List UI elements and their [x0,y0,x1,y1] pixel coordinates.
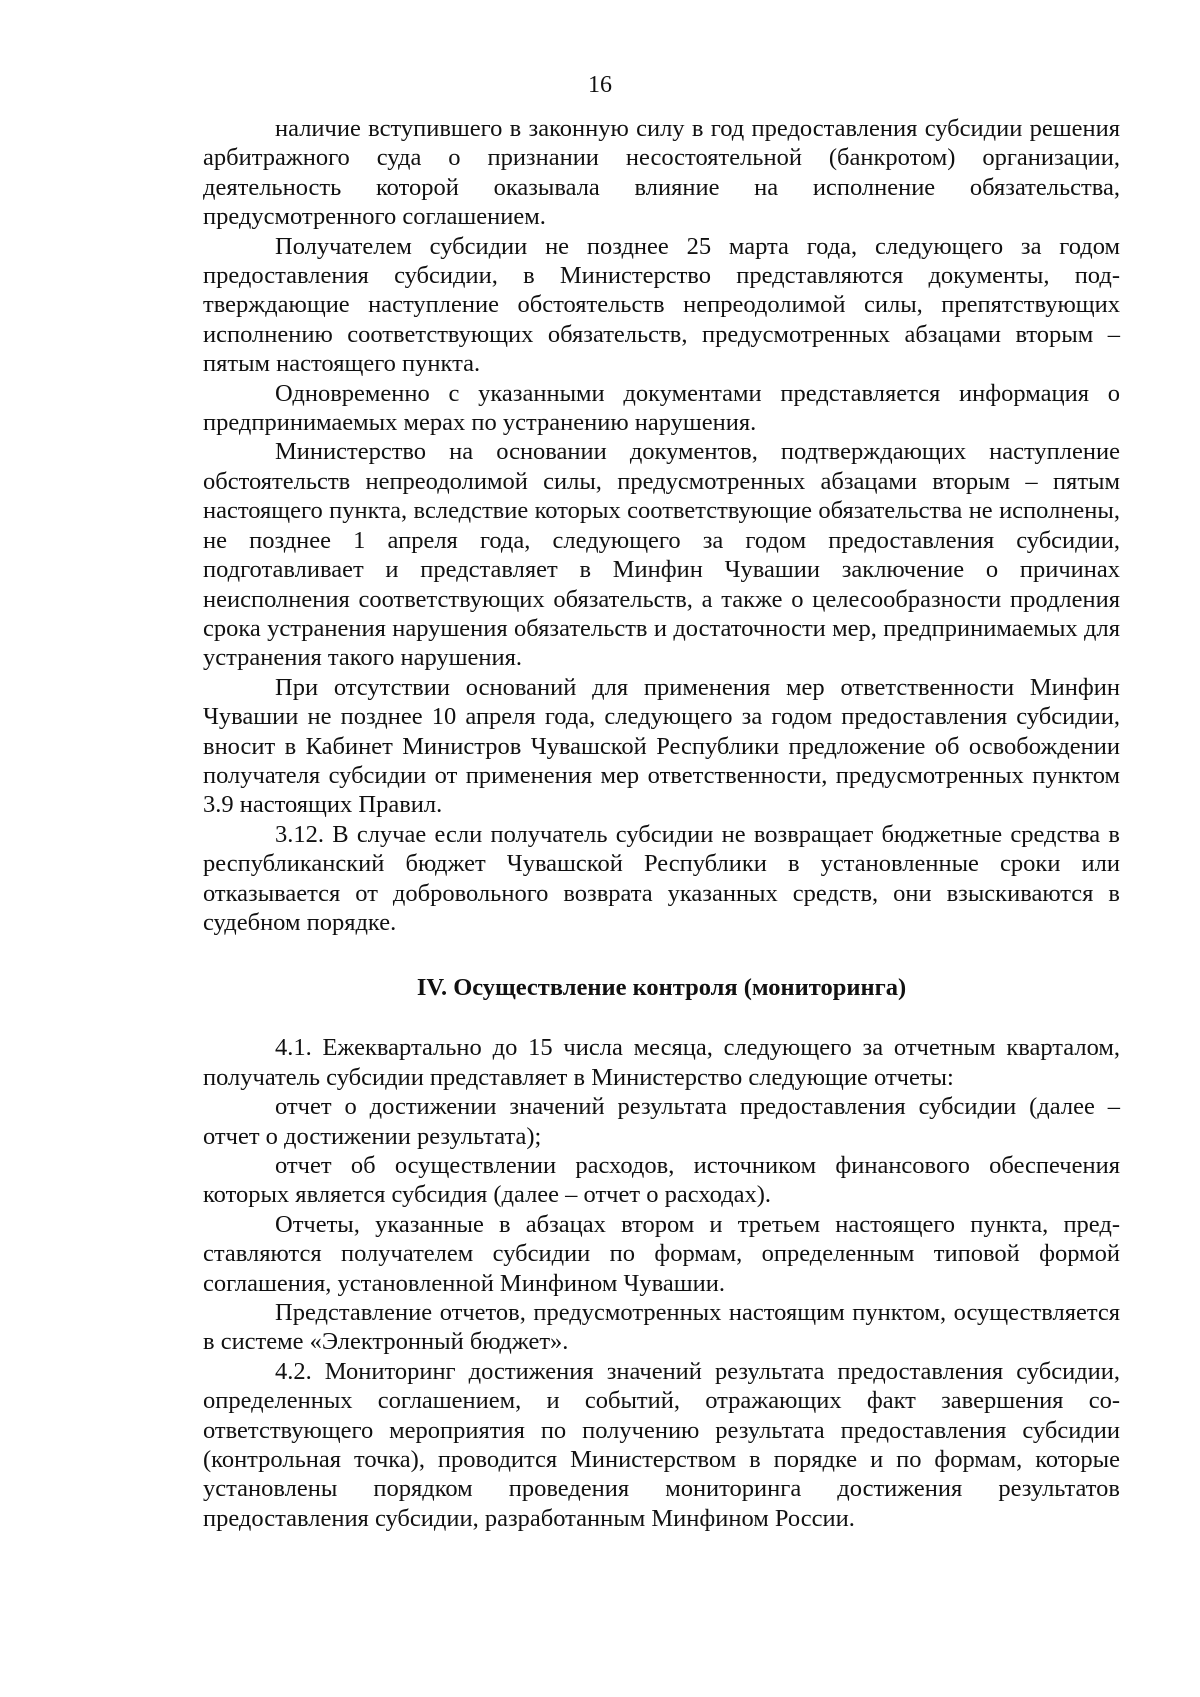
section-heading: IV. Осуществление контроля (мониторинга) [416,974,907,1002]
document-body [203,114,1120,1533]
paragraph: 4.1. Ежеквартально до 15 числа месяца, следующего за отчетным кварталом, получатель субсидии представляет в Министерство следующие отчеты: [203,1034,1120,1091]
paragraph: Представление отчетов, предусмотренных настоящим пунктом, осуществляется в системе «Электронный бюджет». [203,1299,1120,1356]
paragraph: отчет об осуществлении расходов, источником финансового обеспечения которых является субсидия (далее – отчет о расходах). [203,1152,1120,1209]
paragraph: Министерство на основании документов, подтверждающих наступление обстоятельств непреодолимой силы, предусмотренных абзацами вторым – пятым настоящего пункта, вследствие которых соответствующие обязательства не исполнены, не позднее 1 апреля года, следующего за годом предоставления субсидии, подготавливает и представляет в Минфин Чувашии заключение о причинах неисполнения соответствующих обязательств, а также о целесообразности продления срока устранения нарушения обязательств и достаточности мер, предпринимаемых для устранения такого нарушения. [203,438,1120,672]
paragraph: наличие вступившего в законную силу в год предоставления субсидии решения арбитражного суда о признании несостоятельной (банкротом) организации, деятельность которой оказывала влияние на исполнение обязательства, предусмотренного соглашением. [203,115,1120,231]
paragraph: При отсутствии оснований для применения мер ответственности Минфин Чувашии не позднее 10 апреля года, следующего за годом предоставления субсидии, вносит в Кабинет Министров Чувашской Республики предложение об освобождении получателя субсидии от применения мер ответственности, предусмотренных пунктом 3.9 настоящих Правил. [203,673,1120,819]
paragraph: отчет о достижении значений результата предоставления субсидии (далее – отчет о достижении результата); [203,1093,1120,1150]
paragraph: Одновременно с указанными документами представляется информация о предпринимаемых мерах по устранению нарушения. [203,379,1120,437]
page-number: 16 [588,72,612,98]
paragraph: Отчеты, указанные в абзацах втором и третьем настоящего пункта, представляются получателем субсидии по формам, определенным типовой формой соглашения, установленной Минфином Чувашии. [203,1210,1120,1297]
paragraph: Получателем субсидии не позднее 25 марта года, следующего за годом предоставления субсидии, в Министерство представляются документы, подтверждающие наступление обстоятельств непреодолимой силы, препятствующих исполнению соответствующих обязательств, предусмотренных абзацами вторым – пятым настоящего пункта. [203,232,1120,378]
paragraph: 4.2. Мониторинг достижения значений результата предоставления субсидии, определенных соглашением, и событий, отражающих факт завершения соответствующего мероприятия по получению результата предоставления субсидии (контрольная точка), проводится Министерством в порядке и по формам, которые установлены порядком проведения мониторинга достижения результатов предоставления субсидии, разработанным Минфином России. [203,1357,1120,1532]
paragraph: 3.12. В случае если получатель субсидии не возвращает бюджетные средства в республиканский бюджет Чувашской Республики в установленные сроки или отказывается от добровольного возврата указанных средств, они взыскиваются в судебном порядке. [203,820,1120,936]
